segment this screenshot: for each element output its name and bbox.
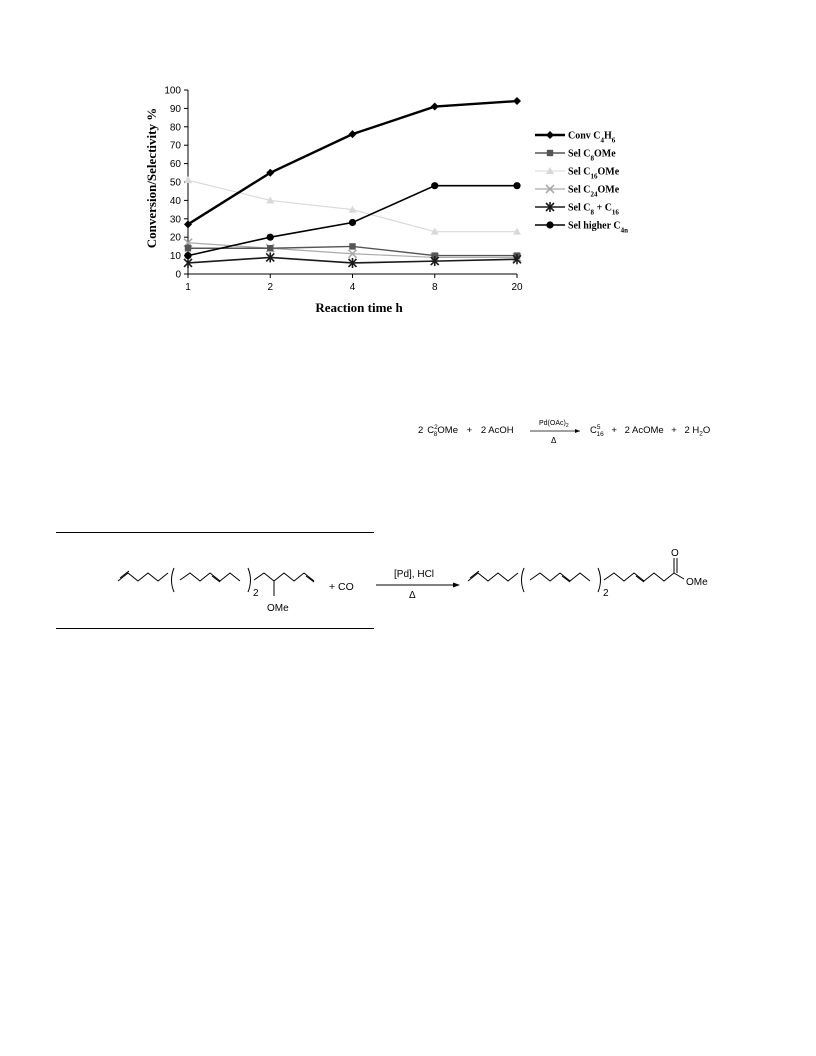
- product-3-sub: 2: [699, 430, 703, 438]
- reaction-equation: [418, 416, 738, 456]
- legend-label: Sel $C_8 + C_{16}$: [568, 202, 619, 217]
- legend-marker: [547, 150, 553, 156]
- plus-co: + CO: [329, 581, 354, 593]
- y-tick-label: 10: [169, 251, 181, 263]
- plus-2: +: [611, 425, 617, 436]
- legend-label: Sel $C_{24}OMe$: [568, 184, 620, 199]
- y-tick-label: 20: [169, 232, 181, 244]
- product-1-sup: 5: [596, 424, 601, 431]
- product-1-sub: 16: [596, 431, 604, 438]
- carbonyl-oxygen: O: [671, 548, 679, 559]
- legend-item-5: [535, 221, 628, 235]
- x-tick-label: 4: [349, 282, 356, 293]
- data-point: [184, 176, 192, 183]
- y-tick-label: 50: [169, 177, 181, 189]
- reaction-arrow-head: [575, 429, 580, 433]
- y-tick-label: 60: [169, 159, 181, 171]
- data-point: [349, 130, 357, 138]
- svg-text:C516 + 2 AcOMe: [590, 424, 710, 439]
- coef-1: 2: [418, 425, 424, 436]
- reactant-1: C: [427, 425, 435, 436]
- y-axis-label: Conversion/Selectivity %: [144, 107, 159, 249]
- plus-1: +: [466, 425, 473, 436]
- ester-label: OMe: [686, 577, 708, 588]
- legend-label: Conv $C_4H_6$: [568, 130, 616, 145]
- data-point: [267, 234, 274, 241]
- catalyst-sub: 2: [565, 423, 569, 429]
- reactant-2: 2 AcOH: [480, 425, 514, 436]
- legend-item-4: [535, 202, 619, 217]
- x-tick-label: 1: [185, 282, 191, 293]
- scheme-heat: Δ: [409, 590, 416, 601]
- reactant-1-sup: 2: [434, 424, 438, 431]
- legend-item-0: [535, 131, 616, 145]
- product-3-tail: O: [702, 425, 711, 436]
- legend-marker: [546, 131, 554, 139]
- selectivity-chart: [140, 80, 660, 320]
- y-tick-label: 0: [175, 269, 181, 281]
- data-point: [349, 243, 355, 249]
- legend-marker: [546, 221, 553, 228]
- y-tick-label: 100: [164, 85, 181, 97]
- x-tick-label: 8: [431, 282, 438, 293]
- legend-label: Sel higher $C_{4n}$: [568, 220, 629, 235]
- heat-condition: Δ: [551, 436, 557, 445]
- scheme-reagents: [Pd], HCl: [394, 569, 435, 580]
- y-tick-label: 70: [169, 140, 181, 152]
- product-2: 2 AcOMe: [624, 425, 664, 436]
- svg-text:Pd(OAc)2: [539, 420, 569, 429]
- legend-item-2: [535, 167, 620, 181]
- plus-3: +: [671, 425, 677, 436]
- data-point: [184, 252, 191, 259]
- equation-svg: [418, 416, 738, 456]
- catalyst: Pd(OAc): [539, 420, 566, 427]
- scheme-arrow-head: [453, 583, 460, 588]
- y-tick-label: 30: [169, 214, 181, 226]
- reactant-structure: [118, 568, 314, 596]
- legend-label: Sel $C_8OMe$: [568, 148, 616, 163]
- repeat-count: 2: [253, 588, 259, 599]
- svg-text:2C28OMe + 2 AcOH: [418, 424, 514, 438]
- x-tick-label: 2: [267, 282, 274, 293]
- product-1: C: [590, 425, 597, 436]
- y-tick-label: 80: [169, 122, 181, 134]
- x-tick-label: 20: [511, 282, 523, 293]
- chart-canvas: [140, 80, 660, 320]
- carbonylation-scheme: [56, 532, 756, 632]
- data-point: [349, 219, 356, 226]
- y-tick-label: 90: [169, 103, 181, 115]
- data-point: [431, 103, 439, 111]
- data-point: [431, 182, 438, 189]
- scheme-svg: [56, 532, 756, 632]
- data-point: [185, 245, 191, 251]
- x-axis-label: Reaction time h: [315, 300, 403, 315]
- product-repeat-count: 2: [603, 588, 609, 599]
- legend-item-3: [535, 185, 620, 199]
- reactant-1-sub: 8: [433, 431, 438, 438]
- product-structure: [468, 558, 684, 592]
- legend-item-1: [535, 149, 616, 163]
- reactant-1-tail: OMe: [437, 425, 459, 436]
- data-point: [513, 182, 520, 189]
- y-tick-label: 40: [169, 195, 181, 207]
- data-point: [267, 245, 273, 251]
- data-point: [513, 97, 521, 105]
- methoxy-label: OMe: [267, 603, 289, 614]
- product-3: 2 H: [684, 425, 700, 436]
- legend-label: Sel $C_{16}OMe$: [568, 166, 620, 181]
